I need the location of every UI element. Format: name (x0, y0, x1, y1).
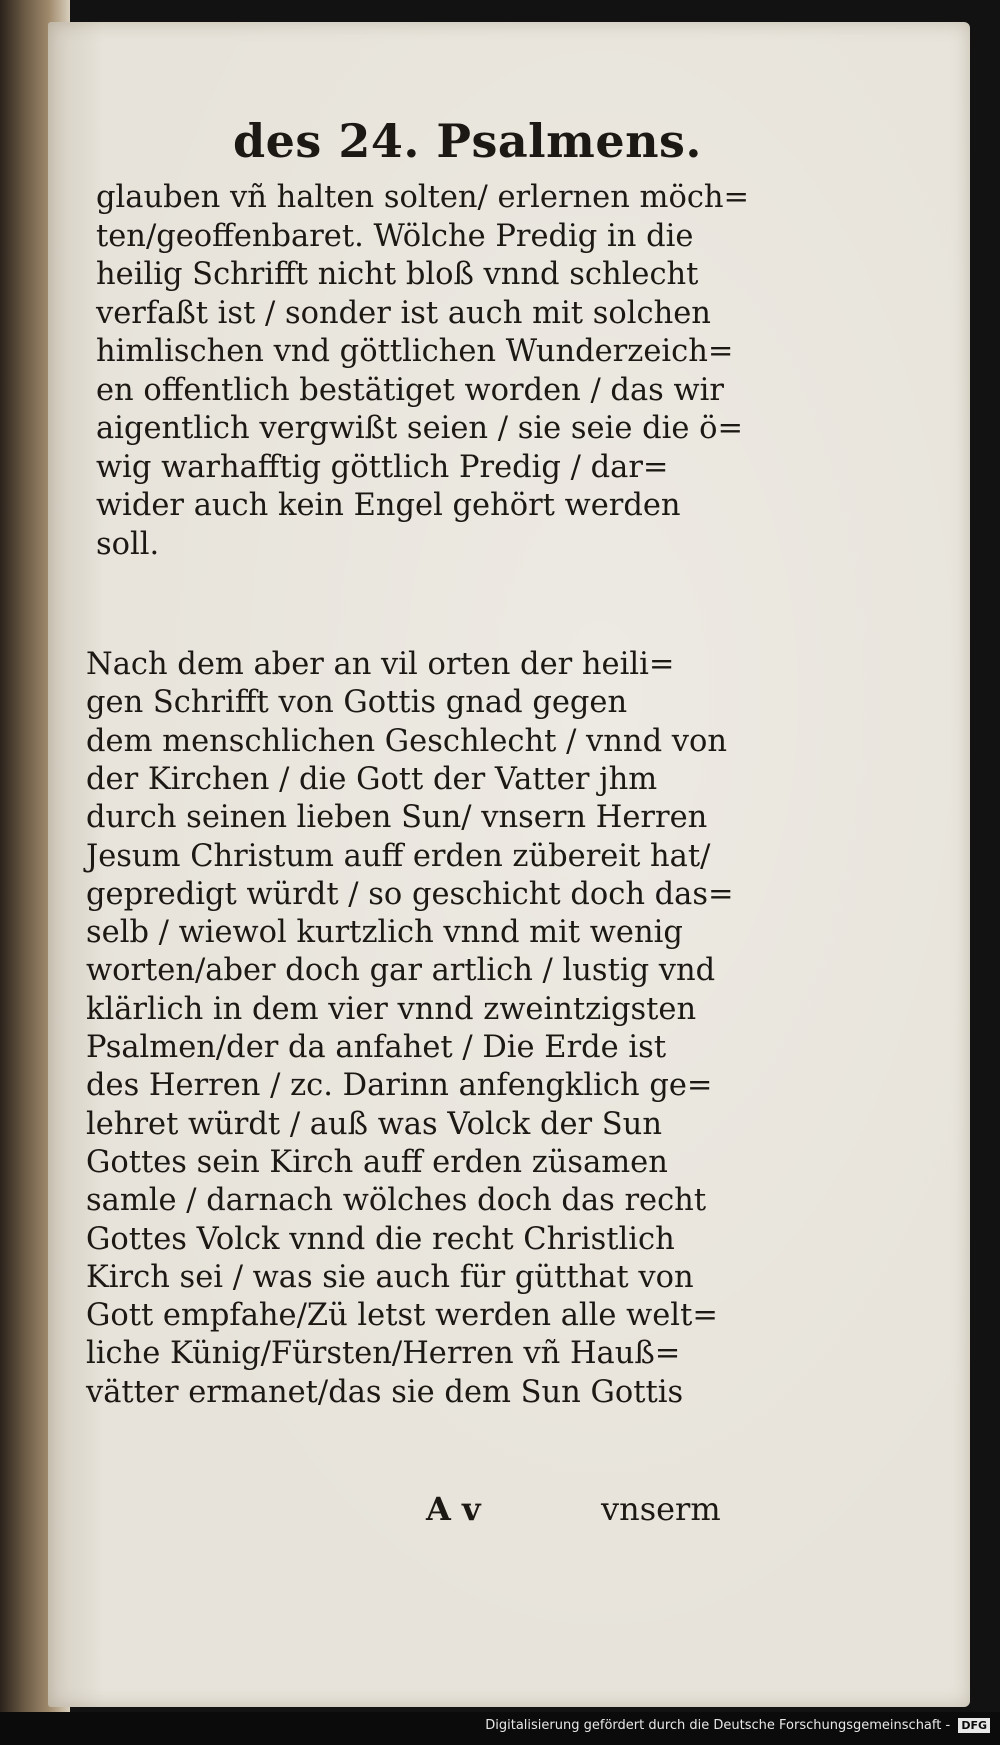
text-line: himlischen vnd göttlichen Wunderzeich= (96, 334, 734, 369)
text-line: der Kirchen / die Gott der Vatter jhm (86, 761, 658, 797)
text-line: klärlich in dem vier vnnd zweintzigsten (86, 991, 697, 1027)
text-line: wider auch kein Engel gehört werden (96, 488, 681, 523)
running-head: des 24. Psalmens. (233, 114, 702, 168)
text-line: worten/aber doch gar artlich / lustig vnd (86, 953, 716, 989)
catchword: vnserm (601, 1490, 721, 1528)
text-line: Kirch sei / was sie auch für gütthat von (86, 1259, 694, 1295)
text-line: en offentlich bestätiget worden / das wir (96, 372, 724, 408)
book-page (48, 22, 970, 1707)
dfg-logo: DFG (958, 1718, 990, 1733)
credit-text: Digitalisierung gefördert durch die Deutsche Forschungsgemeinschaft - (485, 1718, 951, 1733)
signature-mark: A v (426, 1490, 481, 1528)
text-line: verfaßt ist / sonder ist auch mit solchen (96, 295, 711, 331)
text-line: glauben vñ halten solten/ erlernen möch= (96, 180, 750, 215)
text-line: gepredigt würdt / so geschicht doch das= (86, 876, 734, 912)
text-line: wig warhafftig göttlich Predig / dar= (96, 449, 669, 485)
text-line: soll. (96, 526, 160, 562)
text-line: selb / wiewol kurtzlich vnnd mit wenig (86, 915, 683, 951)
page-footer-row (48, 1490, 970, 1540)
text-line: ten/geoffenbaret. Wölche Predig in die (96, 218, 694, 254)
text-line: Gott empfahe/Zü letst werden alle welt= (86, 1298, 718, 1334)
text-line: Psalmen/der da anfahet / Die Erde ist (86, 1030, 667, 1065)
digitization-credit (485, 1718, 990, 1733)
text-line: dem menschlichen Geschlecht / vnnd von (86, 723, 728, 759)
text-line: lehret würdt / auß was Volck der Sun (86, 1106, 662, 1142)
text-line: vätter ermanet/das sie dem Sun Gottis (86, 1374, 684, 1410)
text-line: liche Künig/Fürsten/Herren vñ Hauß= (86, 1336, 681, 1372)
text-line: Nach dem aber an vil orten der heili= (86, 647, 675, 682)
text-line: samle / darnach wölches doch das recht (86, 1183, 707, 1219)
text-line: Jesum Christum auff erden zübereit hat/ (86, 838, 711, 874)
text-line: durch seinen lieben Sun/ vnsern Herren (86, 800, 708, 836)
text-line: Gottes sein Kirch auff erden züsamen (86, 1144, 668, 1180)
text-line: aigentlich vergwißt seien / sie seie die ö= (96, 411, 744, 446)
text-line: heilig Schrifft nicht bloß vnnd schlecht (96, 257, 699, 292)
text-line: Gottes Volck vnnd die recht Christlich (86, 1221, 675, 1257)
text-line: des Herren / zc. Darinn anfengklich ge= (86, 1068, 713, 1104)
text-line: gen Schrifft von Gottis gnad gegen (86, 685, 628, 721)
